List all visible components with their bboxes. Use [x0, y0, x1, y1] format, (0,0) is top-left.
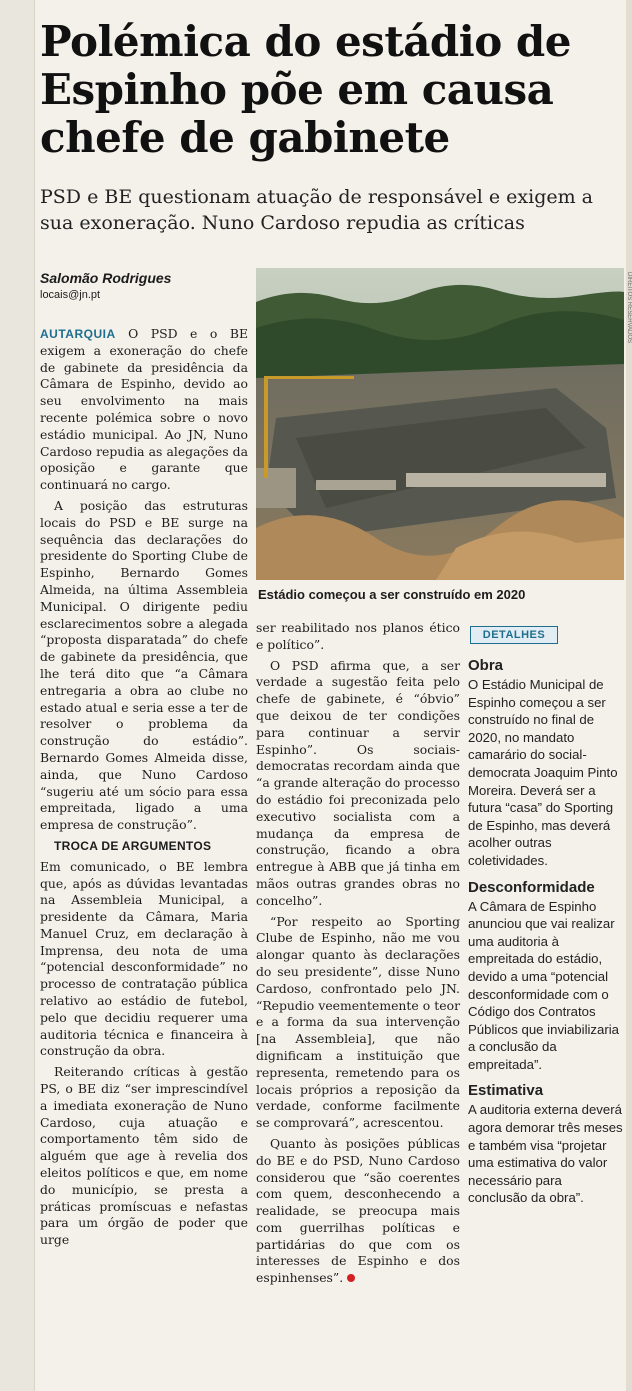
paragraph	[256, 1136, 460, 1287]
sidebar-title-obra: Obra	[468, 657, 504, 674]
sidebar-title-desconformidade: Desconformidade	[468, 878, 595, 896]
stadium-photo-illustration	[256, 268, 624, 580]
stadium-construction-photo	[256, 268, 624, 580]
article-column-1	[40, 326, 248, 1253]
subheading: TROCA DE ARGUMENTOS	[54, 838, 212, 853]
paragraph: O PSD afirma que, a ser verdade a sugestão feita pelo chefe de gabinete, é “óbvio” que deixou de ter condições para continuar a servir Espinho”. Os sociais-democratas recordam ainda que “a grande alteração do processo do estádio foi preconizada pelo executivo socialista com a mudança da empresa de construção, ficando a obra entregue à ABB que já tinha em mãos outras grandes obras no concelho”.	[256, 657, 460, 908]
section-kicker: AUTARQUIA	[40, 327, 116, 341]
paragraph-text: Quanto às posições públicas do BE e do PSD, Nuno Cardoso considerou que “são coerentes com quem, desconhecendo a realidade, se preocupa mais com guerrilhas políticas e partidárias do que com os interesses de Espinho e dos espinhenses”.	[256, 1135, 460, 1286]
sidebar-text-obra: O Estádio Municipal de Espinho começou a ser construído no final de 2020, no mandato camarário do social-democrata Joaquim Pinto Moreira. Deverá ser a futura “casa” do Sporting de Espinho, mas deverá acolher outras coletividades.	[468, 677, 618, 868]
standfirst: PSD e BE questionam atuação de responsável e exigem a sua exoneração. Nuno Cardoso repudia as críticas	[40, 186, 594, 234]
paragraph: A posição das estruturas locais do PSD e BE surge na sequência das declarações do presidente do Sporting Clube de Espinho, Bernardo Gomes Almeida, na última Assembleia Municipal. O dirigente pediu esclarecimentos sobre a alegada “proposta disparatada” do chefe de gabinete da presidência, que lhe terá dito que “a Câmara entregaria a obra ao clube no estado atual e seria esse a ter de resolver o problema da construção do estádio”. Bernardo Gomes Almeida disse, ainda, que Nuno Cardoso “sugeriu até um sócio para essa empreitada, ligado a uma empresa de construção”.	[40, 497, 248, 833]
headline: Polémica do estádio de Espinho põe em causa chefe de gabinete	[40, 17, 571, 162]
end-mark-icon	[347, 1274, 355, 1282]
article-column-2	[256, 620, 460, 1291]
photo-caption: Estádio começou a ser construído em 2020	[258, 587, 526, 602]
paragraph: “Por respeito ao Sporting Clube de Espinho, não me vou alongar quanto às declarações do seu presidente”, disse Nuno Cardoso, confrontado pelo JN. “Repudio veementemente o teor e a forma da sua intervenção [na Assembleia], que não dignificam a instituição que representa, remetendo para os locais próprios a reposição da verdade, conforme facilmente se comprovará”, acrescentou.	[256, 913, 460, 1131]
paragraph-text: O PSD e o BE exigem a exoneração do chefe de gabinete da presidência da Câmara de Espinho, devido ao seu envolvimento na mais recente polémica sobre o novo estádio municipal. Ao JN, Nuno Cardoso repudia as alegações da oposição e garante que continuará no cargo.	[40, 326, 248, 493]
sidebar-title-estimativa: Estimativa	[468, 1082, 544, 1100]
paragraph: Reiterando críticas à gestão PS, o BE diz “ser imprescindível a imediata exoneração de Nuno Cardoso, cuja atuação e comportamento têm sido de alguém que age à revelia dos eleitos políticos e que, em nome do município, se presta a práticas promíscuas e nefastas para um órgão de poder que urge	[40, 1064, 248, 1248]
details-label: DETALHES	[470, 626, 558, 644]
sidebar-text-estimativa: A auditoria externa deverá agora demorar três meses e também visa “projetar uma estimativa do valor necessário para conclusão da obra”.	[468, 1102, 623, 1206]
sidebar-text-desconformidade: A Câmara de Espinho anunciou que vai realizar uma auditoria à empreitada do estádio, devido a uma “potencial desconformidade com o Código dos Contratos Públicos que inviabilizaria a conclusão da empreitada”.	[468, 898, 620, 1072]
photo-credit: DIREITOS RESERVADOS	[626, 272, 632, 344]
paragraph: ser reabilitado nos planos ético e político”.	[256, 620, 460, 652]
byline-email: locais@jn.pt	[40, 289, 101, 301]
page-gutter	[0, 0, 35, 1391]
byline-author: Salomão Rodrigues	[40, 270, 172, 286]
page-edge	[626, 0, 632, 1391]
paragraph: Em comunicado, o BE lembra que, após as dúvidas levantadas na Assembleia Municipal, a presidente da Câmara, Maria Manuel Cruz, em declaração à Imprensa, deu nota de uma “potencial desconformidade” no processo de contratação pública relativo ao estádio de futebol, pelo que decidiu requerer uma auditoria técnica e financeira à construção da obra.	[40, 858, 248, 1059]
details-sidebar	[468, 656, 624, 1215]
paragraph	[40, 326, 248, 494]
